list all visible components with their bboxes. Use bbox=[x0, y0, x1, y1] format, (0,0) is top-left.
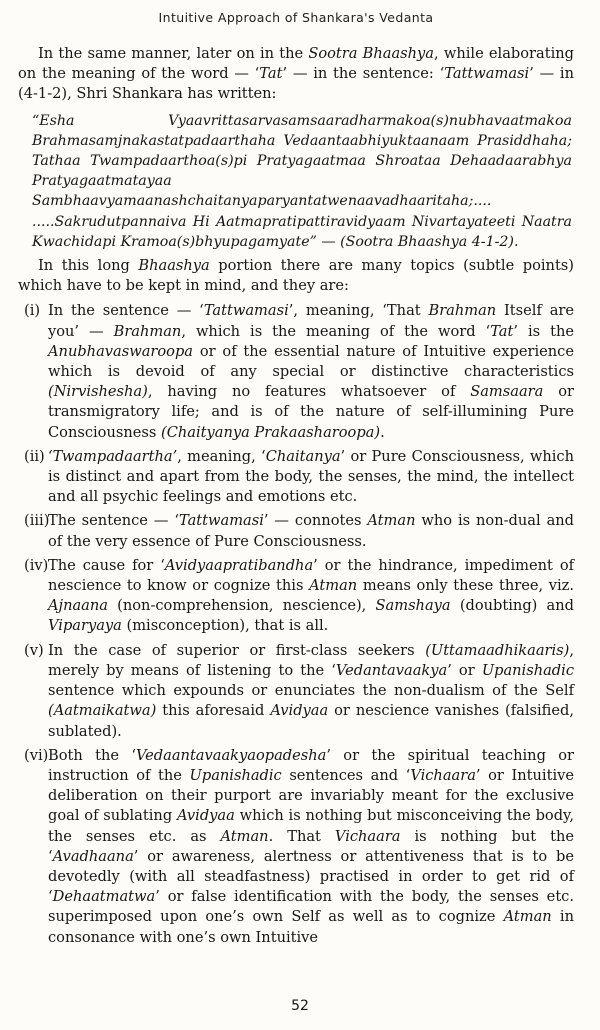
page-number: 52 bbox=[291, 998, 309, 1014]
intro-paragraph: In this long Bhaashya portion there are many topics (subtle points) which have to be kept in mind, and they are: bbox=[18, 257, 574, 295]
quotation-text: “Esha Vyaavrittasarvasamsaaradharmakoa(s)nubhavaatmakoa Brahmasamjnakastatpadaarthaha Vedaantaabhiyuktaanaam Prasiddhaha; Tathaa Twampadaarthoa(s)pi Pratyagaatmaa Shroataa Dehaadaarabhya Pratyagaatmatayaa Sambhaavyamaanashchaitanyaparyantatwenaavadhaaritaha;.... .....Sakrudutpannaiva Hi Aatmapratipattiravidyaam Nivartayateeti Naatra Kwachidapi Kramoa(s)bhyupagamyate” bbox=[32, 112, 572, 250]
item-text: The sentence — ‘Tattwamasi’ — connotes Atman who is non-dual and of the very essence of Pure Consciousness. bbox=[48, 512, 575, 550]
item-number: (iv) bbox=[24, 556, 49, 574]
list-item bbox=[18, 556, 574, 637]
item-number: (i) bbox=[24, 302, 41, 320]
item-text: Both the ‘Vedaantavaakyaopadesha’ or the spiritual teaching or instruction of the Upanishadic sentences and ‘Vichaara’ or Intuitive deliberation on their purport are invariably meant for the exclusive goal of sublating Avidyaa which is nothing but misconceiving the body, the senses etc. as Atman. That Vichaara is nothing but the ‘Avadhaana’ or awareness, alertness or attentiveness that is to be devotedly (with all steadfastness) practised in order to get rid of ‘Dehaatmatwa’ or false identification with the body, the senses etc. superimposed upon one’s own Self as well as to cognize Atman in consonance with one’s own Intuitive bbox=[48, 746, 575, 946]
item-text: In the case of superior or first-class seekers (Uttamaadhikaaris), merely by means of listening to the ‘Vedantavaakya’ or Upanishadic sentence which expounds or enunciates the non-dualism of the Self (Aatmaikatwa) this aforesaid Avidyaa or nescience vanishes (falsified, sublated). bbox=[48, 641, 574, 740]
item-text: In the sentence — ‘Tattwamasi’, meaning, ‘That Brahman Itself are you’ — Brahman, which is the meaning of the word ‘Tat’ is the Anubhavaswaroopa or of the essential nature of Intuitive experience which is devoid of any special or distinctive characteristics (Nirvishesha), having no features whatsoever of Samsaara or transmigratory life; and is of the nature of self-illumining Pure Consciousness (Chaityanya Prakaasharoopa). bbox=[48, 302, 575, 441]
item-text: ‘Twampadaartha’, meaning, ‘Chaitanya’ or Pure Consciousness, which is distinct and apart from the body, the senses, the mind, the intellect and all psychic feelings and emotions etc. bbox=[48, 447, 574, 506]
list-item bbox=[18, 746, 574, 948]
sanskrit-quotation: “Esha Vyaavrittasarvasamsaaradharmakoa(s)nubhavaatmakoa Brahmasamjnakastatpadaarthaha Vedaantaabhiyuktaanaam Prasiddhaha; Tathaa Twampadaarthoa(s)pi Pratyagaatmaa Shroataa Dehaadaarabhya Pratyagaatmatayaa Sambhaavyamaanashchaitanyaparyantatwenaavadhaaritaha;.... .....Sakrudutpannaiva Hi Aatmapratipattiravidyaam Nivartayateeti Naatra Kwachidapi Kramoa(s)bhyupagamyate” — (Sootra Bhaashya 4-1-2). bbox=[32, 112, 572, 250]
list-item bbox=[18, 511, 574, 551]
item-number: (v) bbox=[24, 641, 44, 659]
item-number: (ii) bbox=[24, 447, 45, 465]
quotation-citation: (Sootra Bhaashya 4-1-2). bbox=[340, 233, 519, 250]
points-list bbox=[18, 301, 574, 947]
list-item bbox=[18, 301, 574, 442]
item-number: (vi) bbox=[24, 746, 49, 764]
opening-paragraph: In the same manner, later on in the Sootra Bhaashya, while elaborating on the meaning of the word — ‘Tat’ — in the sentence: ‘Tattwamasi’ — in (4-1-2), Shri Shankara has written: bbox=[18, 45, 575, 103]
running-head: Intuitive Approach of Shankara's Vedanta bbox=[158, 10, 434, 25]
list-item bbox=[18, 641, 574, 742]
item-text: The cause for ‘Avidyaapratibandha’ or the hindrance, impediment of nescience to know or cognize this Atman means only these three, viz. Ajnaana (non-comprehension, nescience), Samshaya (doubting) and Viparyaya (misconception), that is all. bbox=[48, 556, 575, 635]
item-number: (iii) bbox=[24, 512, 50, 530]
list-item bbox=[18, 447, 574, 508]
